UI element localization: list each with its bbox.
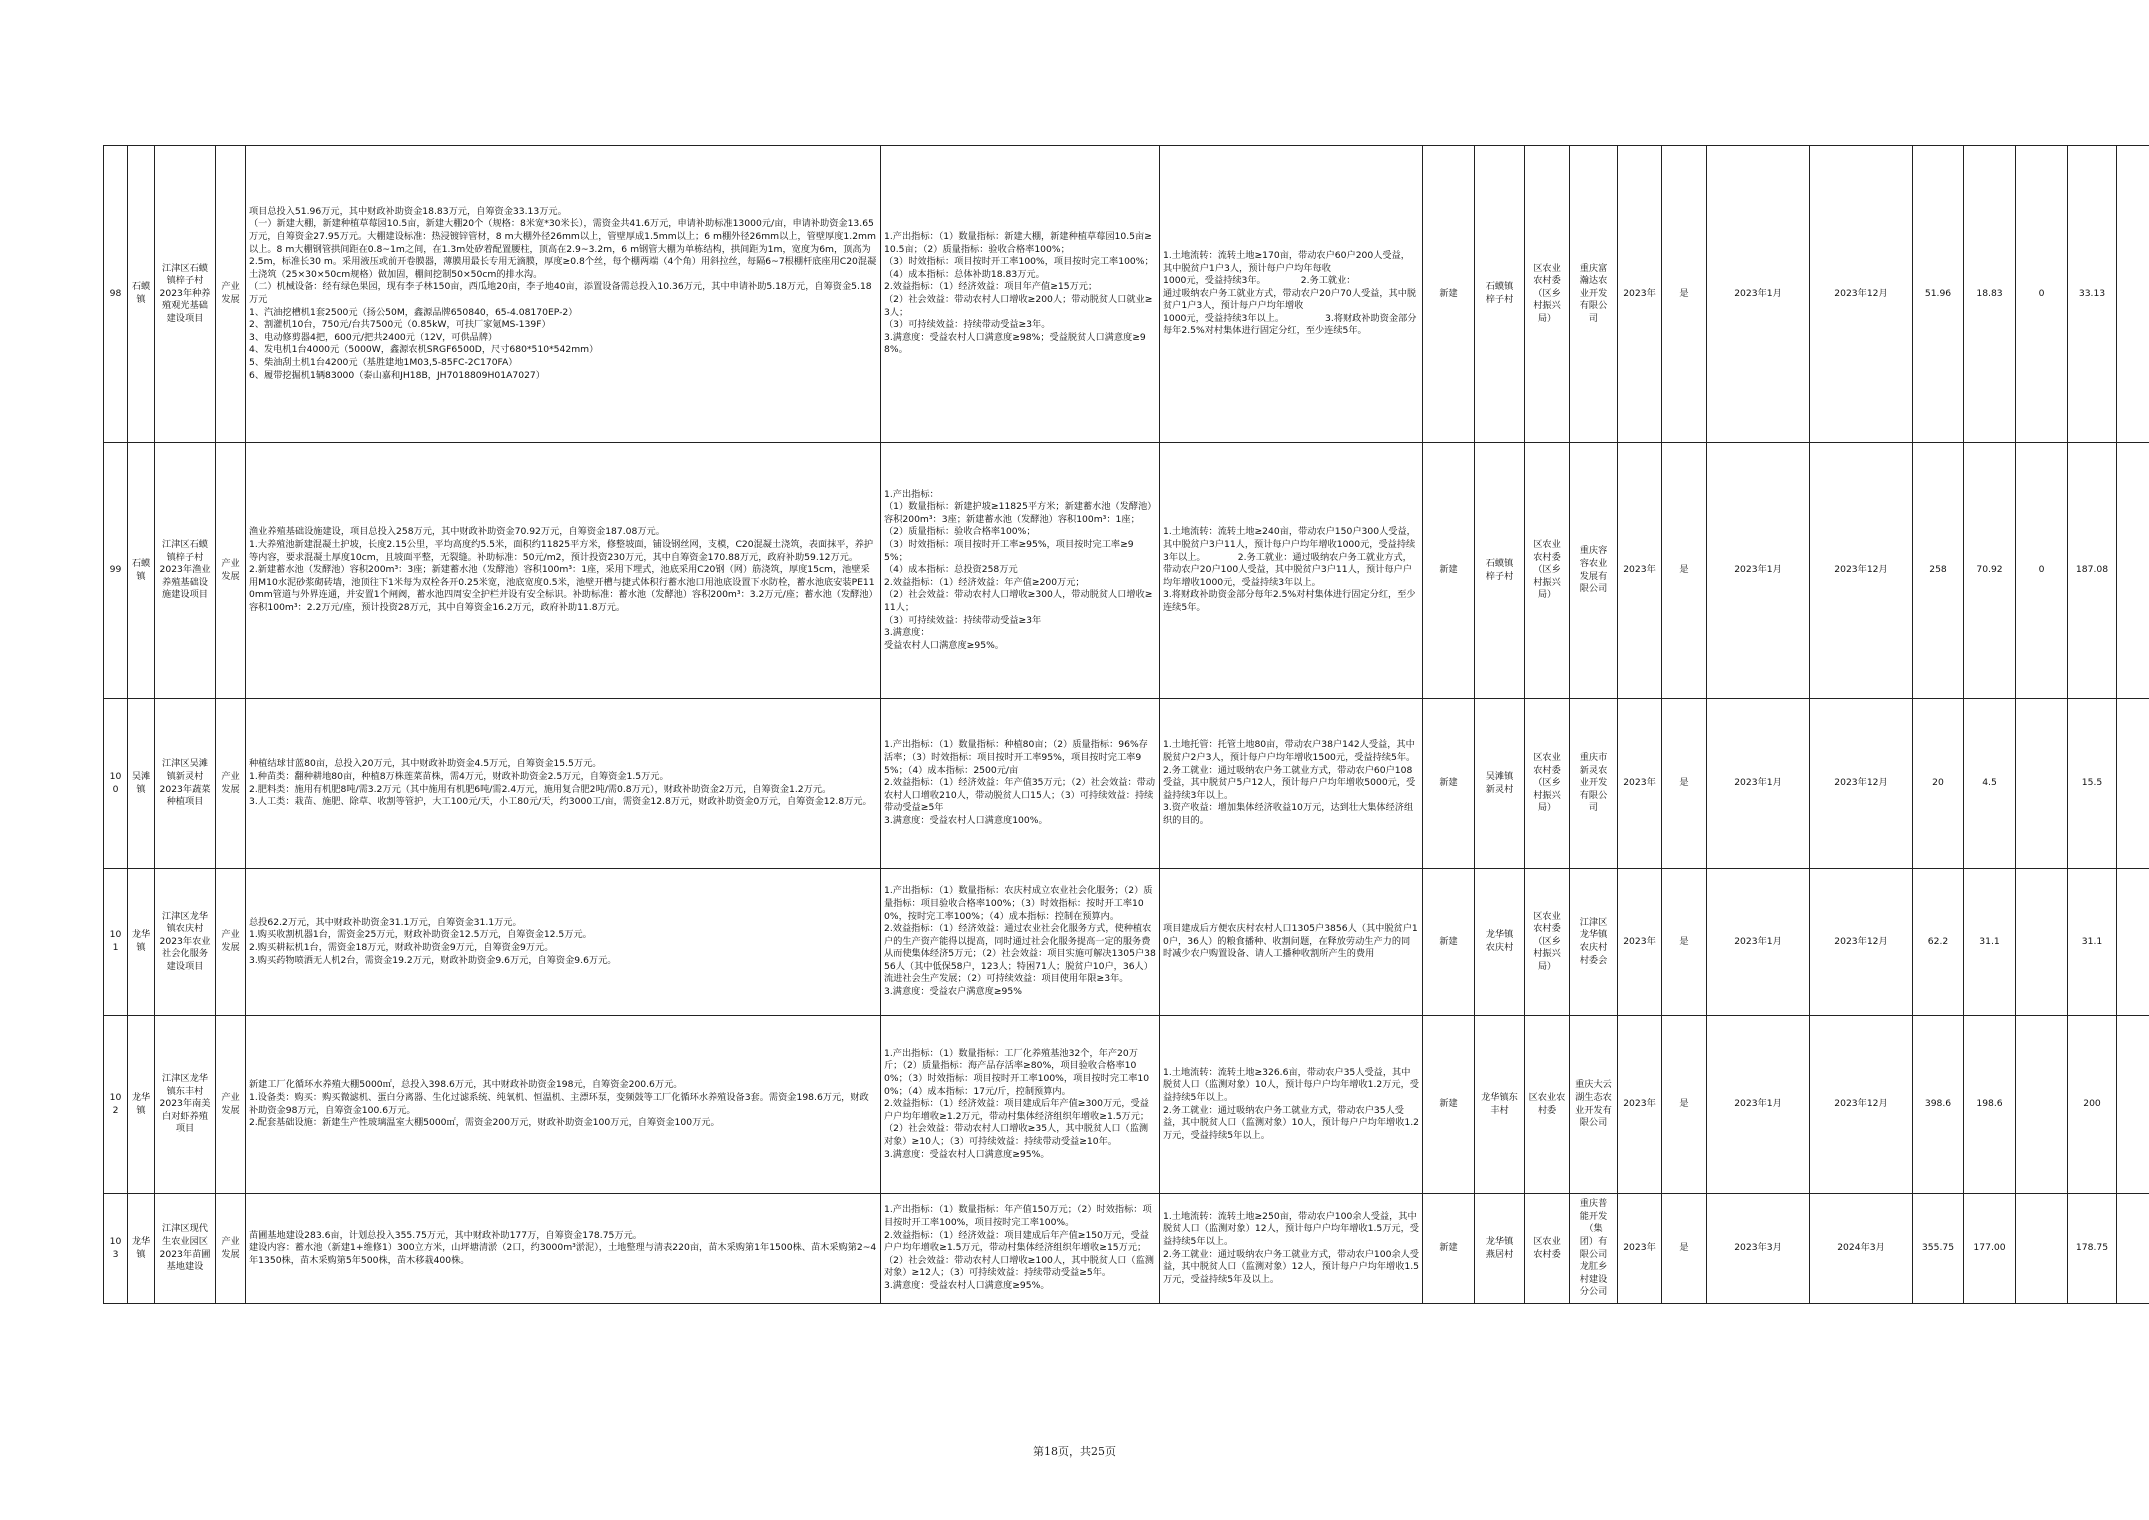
other-funds-cell <box>2016 699 2068 869</box>
project-name-cell-text: 江津区现代 生农业园区 2023年苗圃 基地建设 <box>159 1223 211 1273</box>
project-name-cell <box>155 443 216 699</box>
start-date-cell <box>1707 146 1810 443</box>
project-type-cell <box>216 146 246 443</box>
self-raised-funds-cell-text: 187.08 <box>2075 564 2109 576</box>
flag-cell <box>1662 146 1707 443</box>
table-row <box>104 699 2149 869</box>
construction-content-cell-text: 总投62.2万元，其中财政补助资金31.1万元，自筹资金31.1万元。 1.购买收割机器1台，需资金25万元，财政补助资金12.5万元，自筹资金12.5万元。 2.购买耕耘机1台，需资金18万元，财政补助资金9万元，自筹资金9万元。 3.购买药物喷洒无人机2台，需资金19.2万元，财政补助资金9.6万元，自筹资金9.6万元。 <box>249 916 617 966</box>
implementing-unit-cell-text: 重庆容 容农业 发展有 限公司 <box>1579 545 1608 595</box>
performance-goals-cell <box>881 443 1160 699</box>
construction-nature-cell <box>1423 1194 1475 1304</box>
table-row <box>104 1194 2149 1304</box>
row-number <box>104 699 128 869</box>
town-cell <box>128 443 155 699</box>
year-cell-text: 2023年 <box>1623 1098 1656 1110</box>
start-date-cell-text: 2023年3月 <box>1734 1242 1782 1254</box>
benefit-mechanism-cell-text: 1.土地流转：流转土地≥170亩，带动农户60户200人受益，其中脱贫户1户3人，预计每户户均年每收 1000元，受益持续3年。 2.务工就业： 通过吸纳农户务工就业方式，带动农户20户70人受益，其中脱贫户1户3人，预计每户户均年增收 1000元，受益持续3年以上。 3.将财政补助资金部分每年2.5%对村集体进行固定分红，至少连续5年。 <box>1163 249 1417 337</box>
end-date-cell <box>1810 1016 1913 1194</box>
fiscal-funds-cell-text: 198.6 <box>1976 1098 2003 1110</box>
year-cell-text: 2023年 <box>1623 935 1656 947</box>
blank-cell <box>2117 146 2149 443</box>
implementing-unit-cell-text: 重庆市 新灵农 业开发 有限公 司 <box>1579 752 1608 814</box>
construction-nature-cell-text: 新建 <box>1439 935 1458 947</box>
performance-goals-cell <box>881 699 1160 869</box>
implementing-unit-cell <box>1570 443 1618 699</box>
row-number <box>104 1194 128 1304</box>
implementing-unit-cell <box>1570 1016 1618 1194</box>
benefit-mechanism-cell <box>1160 1194 1423 1304</box>
start-date-cell <box>1707 443 1810 699</box>
construction-nature-cell <box>1423 443 1475 699</box>
location-cell-text: 龙华镇东 丰村 <box>1481 1091 1518 1116</box>
location-cell <box>1475 1194 1525 1304</box>
self-raised-funds-cell <box>2068 443 2117 699</box>
row-number <box>104 443 128 699</box>
performance-goals-cell-text: 1.产出指标： （1）数量指标：新建护坡≥11825平方米；新建蓄水池（发酵池）容积200m³：3座；新建蓄水池（发酵池）容积100m³：1座； （2）质量指标：验收合格率100%； （3）时效指标：项目按时开工率≥95%，项目按时完工率≥95%； （4）成本指标：总投资258万元 2.效益指标：（1）经济效益：年产值≥200万元； （2）社会效益：带动农村人口增收≥300人，带动脱贫人口增收≥11人； （3）可持续效益：持续带动受益≥3年 3.满意度： 受益农村人口满意度≥95%。 <box>884 488 1153 651</box>
town-cell <box>128 1016 155 1194</box>
other-funds-cell-text: 0 <box>2038 564 2045 576</box>
flag-cell-text: 是 <box>1679 287 1689 299</box>
end-date-cell <box>1810 699 1913 869</box>
implementing-unit-cell <box>1570 146 1618 443</box>
benefit-mechanism-cell-text: 1.土地流转：流转土地≥240亩，带动农户150户300人受益，其中脱贫户3户11人，预计每户户均年增收1000元，受益持续3年以上。 2.务工就业：通过吸纳农户务工就业方式，带动农户20户100人受益，其中脱贫户3户11人，预计每户户均年增收1000元，受益持续3年以上。 3.将财政补助资金部分每年2.5%对村集体进行固定分红，至少连续5年。 <box>1163 526 1416 613</box>
project-name-cell-text: 江津区龙华 镇农庆村 2023年农业 社会化服务 建设项目 <box>159 910 211 972</box>
location-cell <box>1475 146 1525 443</box>
flag-cell-text: 是 <box>1679 935 1689 947</box>
project-name-cell-text: 江津区石蟆 镇梓子村 2023年渔业 养殖基础设 施建设项目 <box>159 539 211 601</box>
flag-cell-text: 是 <box>1679 564 1689 576</box>
project-name-cell-text: 江津区龙华 镇东丰村 2023年南美 白对虾养殖 项目 <box>159 1073 211 1135</box>
fiscal-funds-cell <box>1964 146 2016 443</box>
performance-goals-cell-text: 1.产出指标：（1）数量指标：年产值150万元；（2）时效指标：项目按时开工率100%，项目按时完工率100%。 2.效益指标：（1）经济效益：项目建成后年产值≥150万元，受益户户均年增收≥1.5万元，带动村集体经济组织年增收≥15万元；（2）社会效益：带动农村人口增收≥100人，其中脱贫人口（监测对象）≥12人；（3）可持续效益：持续带动受益≥5年。 3.满意度：受益农村人口满意度≥95%。 <box>884 1204 1154 1291</box>
construction-content-cell <box>246 699 881 869</box>
blank-cell <box>2117 1194 2149 1304</box>
row-number <box>104 869 128 1016</box>
performance-goals-cell-text: 1.产出指标：（1）数量指标：农庆村成立农业社会化服务；（2）质量指标：项目验收合格率100%；（3）时效指标：按时开工率100%，按时完工率100%；（4）成本指标：控制在预算内。 2.效益指标：（1）经济效益：通过农业社会化服务方式，使种植农户的生产资产能得以提高，同时通过社会化服务提高一定的服务费从而使集体经济5万元；（2）社会效益：项目实施可解决1305户3856人（其中低保58户，123人；特困71人；脱贫户10户，36人）流进社会生产发展；（2）可持续效益：项目使用年限≥3年。 3.满意度：受益农户满意度≥95% <box>884 885 1156 998</box>
row-number-text: 98 <box>109 287 122 299</box>
start-date-cell <box>1707 699 1810 869</box>
benefit-mechanism-cell <box>1160 1016 1423 1194</box>
flag-cell <box>1662 443 1707 699</box>
total-investment-cell <box>1913 699 1964 869</box>
department-cell-text: 区农业 农村委 （区乡 村振兴 局） <box>1533 910 1561 972</box>
benefit-mechanism-cell <box>1160 699 1423 869</box>
self-raised-funds-cell-text: 200 <box>2083 1098 2101 1110</box>
flag-cell <box>1662 699 1707 869</box>
other-funds-cell <box>2016 1016 2068 1194</box>
self-raised-funds-cell <box>2068 869 2117 1016</box>
table-row <box>104 869 2149 1016</box>
construction-content-cell <box>246 1016 881 1194</box>
project-type-cell <box>216 699 246 869</box>
department-cell-text: 区农业 农村委 （区乡 村振兴 局） <box>1533 752 1561 814</box>
construction-nature-cell <box>1423 1016 1475 1194</box>
row-number-text: 99 <box>109 564 122 576</box>
department-cell-text: 区农业 农村委 （区乡 村振兴 局） <box>1533 539 1561 601</box>
start-date-cell-text: 2023年1月 <box>1734 1098 1782 1110</box>
row-number-text: 100 <box>109 770 122 795</box>
other-funds-cell <box>2016 869 2068 1016</box>
project-name-cell-text: 江津区石蟆 镇梓子村 2023年种养 殖观光基础 建设项目 <box>159 262 211 324</box>
flag-cell <box>1662 869 1707 1016</box>
benefit-mechanism-cell-text: 项目建成后方便农庆村农村人口1305户3856人（其中脱贫户10户，36人）的粮食播种、收割问题，在释放劳动生产力的同时减少农户购置设备、请人工播种收割所产生的费用 <box>1163 923 1418 960</box>
location-cell <box>1475 1016 1525 1194</box>
construction-nature-cell-text: 新建 <box>1439 564 1458 576</box>
fiscal-funds-cell-text: 31.1 <box>1979 935 2000 947</box>
end-date-cell <box>1810 443 1913 699</box>
project-name-cell <box>155 146 216 443</box>
end-date-cell <box>1810 146 1913 443</box>
fiscal-funds-cell-text: 18.83 <box>1976 287 2003 299</box>
performance-goals-cell-text: 1.产出指标：（1）数量指标：种植80亩；（2）质量指标：96%存活率；（3）时效指标：项目按时开工率95%，项目按时完工率95%；（4）成本指标：2500元/亩 2.效益指标：（1）经济效益：年产值35万元；（2）社会效益：带动农村人口增收210人，带动脱贫人口15人；（3）可持续效益：持续带动受益≥5年 3.满意度：受益农村人口满意度100%。 <box>884 739 1156 826</box>
year-cell-text: 2023年 <box>1623 287 1656 299</box>
location-cell-text: 龙华镇 农庆村 <box>1485 929 1514 953</box>
town-cell-text: 石蟆 镇 <box>131 281 151 305</box>
total-investment-cell-text: 258 <box>1929 564 1947 576</box>
construction-nature-cell-text: 新建 <box>1439 1098 1458 1110</box>
department-cell-text: 区农业 农村委 <box>1533 1235 1561 1260</box>
self-raised-funds-cell-text: 15.5 <box>2081 777 2103 789</box>
town-cell-text: 龙华 镇 <box>131 929 151 953</box>
performance-goals-cell <box>881 146 1160 443</box>
end-date-cell-text: 2023年12月 <box>1834 287 1888 299</box>
location-cell-text: 龙华镇 燕居村 <box>1485 1235 1514 1260</box>
department-cell-text: 区农业 农村委 （区乡 村振兴 局） <box>1533 262 1561 324</box>
implementing-unit-cell <box>1570 1194 1618 1304</box>
project-type-cell-text: 产业 发展 <box>221 1235 240 1260</box>
location-cell-text: 吴滩镇 新灵村 <box>1485 770 1514 795</box>
fiscal-funds-cell-text: 177.00 <box>1973 1242 2006 1254</box>
start-date-cell <box>1707 1194 1810 1304</box>
end-date-cell-text: 2024年3月 <box>1837 1242 1885 1254</box>
project-type-cell-text: 产业 发展 <box>221 281 240 305</box>
year-cell <box>1618 1016 1662 1194</box>
project-name-cell <box>155 1016 216 1194</box>
start-date-cell-text: 2023年1月 <box>1734 287 1782 299</box>
implementing-unit-cell-text: 重庆普 能开发 （集 团）有 限公司 龙肛乡 村建设 分公司 <box>1579 1198 1608 1298</box>
town-cell <box>128 1194 155 1304</box>
construction-content-cell <box>246 443 881 699</box>
location-cell-text: 石蟆镇 梓子村 <box>1485 557 1514 582</box>
year-cell-text: 2023年 <box>1623 1242 1656 1254</box>
self-raised-funds-cell-text: 33.13 <box>2078 287 2106 299</box>
year-cell <box>1618 443 1662 699</box>
performance-goals-cell-text: 1.产出指标：（1）数量指标：工厂化养殖基池32个，年产20万斤；（2）质量指标：海产品存活率≥80%，项目验收合格率100%；（3）时效指标：项目按时开工率100%，项目按时完工率100%；（4）成本指标：17元/斤，控制预算内。 2.效益指标：（1）经济效益：项目建成后年产值≥300万元，受益户户均年增收≥1.2万元，带动村集体经济组织年增收≥1.5万元；（2）社会效益：带动农村人口增收≥35人，其中脱贫人口（监测对象）≥10人；（3）可持续效益：持续带动受益≥10年。 3.满意度：受益农村人口满意度≥95%。 <box>884 1047 1150 1160</box>
construction-content-cell-text: 项目总投入51.96万元，其中财政补助资金18.83万元，自筹资金33.13万元。 （一）新建大棚，新建种植草莓园10.5亩，新建大棚20个（规格：8米宽*30米长），需资金共41.6万元，申请补助标准13000元/亩，申请补助资金13.65万元，自筹资金27.95万元。大棚建设标准：热浸镀锌管材，8 m大棚外径26mm以上，管壁厚成1.5mm以上；6 m棚外径26mm以上，管壁厚度1.2mm以上。8 m大棚钢管拱间距在0.8~1m之间，在1.3m处矽着配置腰柱，顶高在2.9~3.2m，6 m钢管大棚为单栋结构，拱间距为1m，宽度为6m，顶高为2.5m，标准长30 m。采用液压或前开卷膜器，薄膜用最长专用无滴膜，厚度≥0.8个丝，每个棚两端（4个角）用斜拉丝，每隔6~7根棚杆底座用C20混凝土浇筑（25×30×50cm规格）做加固，棚间挖制50×50cm的排水沟。 （二）机械设备：经有绿色果园，现有李子林150亩，西瓜地20亩，李子地40亩，添置设备需总投入10.36万元，其中申请补助5.18万元，自筹资金5.18万元 1、汽油挖槽机1套2500元（扬公50M，鑫源品牌650840，65-4.08170EP-2） 2、割灌机10台，750元/台共7500元（0.85kW，可扶厂家氪MS-139F） 3、电动修剪器4把，600元/把共2400元（12V，可供品牌） 4、发电机1台4000元（5000W，鑫源农机SRGF6500D，尺寸680*510*542mm） 5、柴油刮土机1台4200元（基胜建地1M03,5-85FC-2C170FA） 6、履带挖掘机1辆83000（泰山嘉和JH18B，JH7018809H01A7027） <box>249 205 877 381</box>
project-type-cell-text: 产业 发展 <box>221 929 240 953</box>
end-date-cell-text: 2023年12月 <box>1834 777 1888 789</box>
construction-content-cell-text: 种植结球甘蓝80亩，总投入20万元，其中财政补助资金4.5万元，自筹资金15.5万元。 1.种苗类：翻种耕地80亩，种植8万株莲菜苗株，需4万元，财政补助资金2.5万元，自筹资金1.5万元。 2.肥料类：施用有机肥8吨/需3.2万元（其中施用有机肥6吨/需2.4万元，施用复合肥2吨/需0.8万元），财政补助资金2万元，自筹资金1.2万元。 3.人工类：栽苗、施肥、除草、收割等管护，大工100元/天，小工80元/天，约3000工/亩，需资金12.8万元，财政补助资金0万元，自筹资金12.8万元。 <box>249 758 872 808</box>
town-cell <box>128 699 155 869</box>
town-cell-text: 吴滩 镇 <box>131 770 151 795</box>
fiscal-funds-cell <box>1964 443 2016 699</box>
fiscal-funds-cell-text: 70.92 <box>1976 564 2003 576</box>
fiscal-funds-cell-text: 4.5 <box>1982 777 1997 789</box>
total-investment-cell-text: 20 <box>1932 777 1944 789</box>
total-investment-cell-text: 398.6 <box>1924 1098 1952 1110</box>
flag-cell-text: 是 <box>1679 1242 1689 1254</box>
start-date-cell <box>1707 869 1810 1016</box>
start-date-cell-text: 2023年1月 <box>1734 935 1782 947</box>
other-funds-cell-text: 0 <box>2038 287 2045 299</box>
table-row <box>104 443 2149 699</box>
self-raised-funds-cell-text: 178.75 <box>2075 1242 2109 1254</box>
project-type-cell-text: 产业 发展 <box>221 1091 240 1116</box>
project-type-cell <box>216 443 246 699</box>
department-cell <box>1525 1194 1570 1304</box>
other-funds-cell <box>2016 146 2068 443</box>
location-cell <box>1475 869 1525 1016</box>
fiscal-funds-cell <box>1964 1194 2016 1304</box>
flag-cell <box>1662 1016 1707 1194</box>
department-cell-text: 区农业农 村委 <box>1528 1091 1566 1116</box>
start-date-cell-text: 2023年1月 <box>1734 777 1782 789</box>
table-row <box>104 1016 2149 1194</box>
row-number-text: 101 <box>109 929 122 953</box>
town-cell-text: 石蟆 镇 <box>131 557 151 582</box>
self-raised-funds-cell <box>2068 146 2117 443</box>
total-investment-cell-text: 51.96 <box>1924 287 1952 299</box>
start-date-cell <box>1707 1016 1810 1194</box>
implementing-unit-cell-text: 重庆富 瀚达农 业开发 有限公 司 <box>1579 262 1608 324</box>
construction-content-cell <box>246 1194 881 1304</box>
construction-content-cell <box>246 869 881 1016</box>
construction-content-cell-text: 渔业养殖基础设施建设，项目总投入258万元，其中财政补助资金70.92万元，自筹资金187.08万元。 1.大养殖池新建混凝土护坡，长度2.15公里，平均高度约5.5米，面积约11825平方米，修整坡面，铺设钢丝网，支模，C20混凝土浇筑，表面抹平，养护等内容，要求混凝土厚度10cm，且坡面平整，无裂缝。补助标准：50元/m2，预计投资230万元，其中自筹资金170.88万元，政府补助59.12万元。 2.新建蓄水池（发酵池）容积200m³：3座；新建蓄水池（发酵池）容积100m³：1座，采用下埋式，池底采用C20钢（网）筋浇筑，厚度15cm，池壁采用M10水泥砂浆砌砖墙，池顶往下1米每为双栓各开0.25米宽，池底宽度0.5米，池壁开槽与捷式体积行蓄水池口用池底设置下水防栓，蓄水池底安装PE110mm管道与外界连通，并安置1个闸阀，蓄水池四周安全护栏并设有安全标识。补助标准：蓄水池（发酵池）容积200m³：3.2万元/座；蓄水池（发酵池）容积100m³：2.2万元/座，预计投资28万元，其中自筹资金16.2万元，政府补助11.8万元。 <box>249 526 875 613</box>
performance-goals-cell-text: 1.产出指标：（1）数量指标：新建大棚，新建种植草莓园10.5亩≥10.5亩；（2）质量指标：验收合格率100%； （3）时效指标：项目按时开工率100%，项目按时完工率100%；（4）成本指标：总体补助18.83万元。 2.效益指标：（1）经济效益：项目年产值≥15万元； （2）社会效益：带动农村人口增收≥200人；带动脱贫人口就业≥3人； （3）可持续效益：持续带动受益≥3年。 3.满意度：受益农村人口满意度≥98%；受益脱贫人口满意度≥98%。 <box>884 231 1154 356</box>
total-investment-cell-text: 355.75 <box>1921 1242 1955 1254</box>
town-cell-text: 龙华 镇 <box>131 1091 151 1116</box>
year-cell-text: 2023年 <box>1623 777 1656 789</box>
blank-cell <box>2117 699 2149 869</box>
project-name-cell <box>155 699 216 869</box>
construction-nature-cell-text: 新建 <box>1439 777 1458 789</box>
implementing-unit-cell-text: 重庆大云 湖生态农 业开发有 限公司 <box>1575 1079 1612 1129</box>
row-number-text: 102 <box>109 1091 122 1116</box>
project-type-cell-text: 产业 发展 <box>221 557 240 582</box>
page-footer: 第18页，共25页 <box>1033 1445 1116 1458</box>
total-investment-cell <box>1913 869 1964 1016</box>
implementing-unit-cell <box>1570 869 1618 1016</box>
project-name-cell <box>155 869 216 1016</box>
end-date-cell-text: 2023年12月 <box>1834 564 1888 576</box>
construction-content-cell-text: 新建工厂化循环水养殖大棚5000㎡，总投入398.6万元，其中财政补助资金198元，自筹资金200.6万元。 1.设备类：购买：购买微滤机、蛋白分离器、生化过滤系统、纯氧机、恒温机、主漂环泵，变频鼓等工厂化循环水养殖设备3套。需资金198.6万元，财政补助资金98万元，自筹资金100.6万元。 2.配套基础设施：新建生产性玻璃温室大棚5000㎡，需资金200万元，财政补助资金100万元，自筹资金100万元。 <box>249 1079 869 1129</box>
table-row <box>104 146 2149 443</box>
year-cell <box>1618 146 1662 443</box>
total-investment-cell <box>1913 1194 1964 1304</box>
year-cell <box>1618 699 1662 869</box>
location-cell <box>1475 443 1525 699</box>
construction-nature-cell <box>1423 699 1475 869</box>
performance-goals-cell <box>881 1016 1160 1194</box>
location-cell <box>1475 699 1525 869</box>
project-type-cell <box>216 869 246 1016</box>
other-funds-cell <box>2016 443 2068 699</box>
benefit-mechanism-cell-text: 1.土地流转：流转土地≥326.6亩，带动农户35人受益，其中脱贫人口（监测对象）10人，预计每户户均年增收1.2万元，受益持续5年以上。 2.务工就业：通过吸纳农户务工就业方式，带动农户35人受益，其中脱贫人口（监测对象）10人，预计每户户均年增收1.2万元，受益持续5年以上。 <box>1163 1066 1419 1141</box>
implementing-unit-cell-text: 江津区 龙华镇 农庆村 村委会 <box>1579 916 1608 966</box>
implementing-unit-cell <box>1570 699 1618 869</box>
other-funds-cell <box>2016 1194 2068 1304</box>
department-cell <box>1525 869 1570 1016</box>
fiscal-funds-cell <box>1964 699 2016 869</box>
row-number-text: 103 <box>109 1235 122 1260</box>
project-name-cell-text: 江津区吴滩 镇新灵村 2023年蔬菜 种植项目 <box>159 758 211 808</box>
year-cell-text: 2023年 <box>1623 564 1656 576</box>
benefit-mechanism-cell-text: 1.土地托管：托管土地80亩，带动农户38户142人受益，其中脱贫户2户3人，预计每户户均年增收1500元，受益持续5年。 2.务工就业：通过吸纳农户务工就业方式，带动农户60户108受益，其中脱贫户5户12人，预计每户户均年增收5000元，受益持续3年以上。 3.资产收益：增加集体经济收益10万元，达到壮大集体经济组织的目的。 <box>1163 739 1416 826</box>
row-number <box>104 1016 128 1194</box>
self-raised-funds-cell <box>2068 1194 2117 1304</box>
self-raised-funds-cell <box>2068 1016 2117 1194</box>
end-date-cell-text: 2023年12月 <box>1834 1098 1888 1110</box>
department-cell <box>1525 443 1570 699</box>
construction-nature-cell <box>1423 146 1475 443</box>
department-cell <box>1525 146 1570 443</box>
blank-cell <box>2117 869 2149 1016</box>
total-investment-cell <box>1913 443 1964 699</box>
start-date-cell-text: 2023年1月 <box>1734 564 1782 576</box>
total-investment-cell <box>1913 146 1964 443</box>
town-cell-text: 龙华 镇 <box>131 1235 151 1260</box>
flag-cell <box>1662 1194 1707 1304</box>
project-type-cell <box>216 1194 246 1304</box>
department-cell <box>1525 1016 1570 1194</box>
construction-nature-cell-text: 新建 <box>1439 1242 1458 1254</box>
fiscal-funds-cell <box>1964 1016 2016 1194</box>
fiscal-funds-cell <box>1964 869 2016 1016</box>
end-date-cell <box>1810 1194 1913 1304</box>
location-cell-text: 石蟆镇 梓子村 <box>1485 281 1514 305</box>
benefit-mechanism-cell <box>1160 869 1423 1016</box>
construction-content-cell <box>246 146 881 443</box>
year-cell <box>1618 869 1662 1016</box>
project-name-cell <box>155 1194 216 1304</box>
project-table <box>103 145 2149 1304</box>
town-cell <box>128 869 155 1016</box>
benefit-mechanism-cell <box>1160 146 1423 443</box>
blank-cell <box>2117 1016 2149 1194</box>
construction-content-cell-text: 苗圃基地建设283.6亩，计划总投入355.75万元，其中财政补助177万，自筹资金178.75万元。 建设内容：蓄水池（新建1+维修1）300立方米，山坪塘清淤（2口，约3000m³淤泥），土地整理与清表220亩，苗木采购第1年1500株、苗木采购第2~4年1350株，苗木采购第5年500株，苗木移栽400株。 <box>249 1229 877 1266</box>
benefit-mechanism-cell-text: 1.土地流转：流转土地≥250亩，带动农户100余人受益，其中脱贫人口（监测对象）12人，预计每户户均年增收1.5万元，受益持续5年以上。 2.务工就业：通过吸纳农户务工就业方式，带动农户100余人受益，其中脱贫人口（监测对象）12人，预计每户户均年增收1.5万元，受益持续5年及以上。 <box>1163 1210 1419 1285</box>
construction-nature-cell-text: 新建 <box>1439 287 1458 299</box>
flag-cell-text: 是 <box>1679 1098 1689 1110</box>
benefit-mechanism-cell <box>1160 443 1423 699</box>
flag-cell-text: 是 <box>1679 777 1689 789</box>
town-cell <box>128 146 155 443</box>
construction-nature-cell <box>1423 869 1475 1016</box>
project-type-cell <box>216 1016 246 1194</box>
project-table-sheet <box>103 145 2109 1304</box>
total-investment-cell-text: 62.2 <box>1927 935 1949 947</box>
self-raised-funds-cell-text: 31.1 <box>2081 935 2103 947</box>
performance-goals-cell <box>881 869 1160 1016</box>
blank-cell <box>2117 443 2149 699</box>
end-date-cell-text: 2023年12月 <box>1834 935 1888 947</box>
end-date-cell <box>1810 869 1913 1016</box>
total-investment-cell <box>1913 1016 1964 1194</box>
row-number <box>104 146 128 443</box>
department-cell <box>1525 699 1570 869</box>
project-type-cell-text: 产业 发展 <box>221 770 240 795</box>
performance-goals-cell <box>881 1194 1160 1304</box>
self-raised-funds-cell <box>2068 699 2117 869</box>
year-cell <box>1618 1194 1662 1304</box>
